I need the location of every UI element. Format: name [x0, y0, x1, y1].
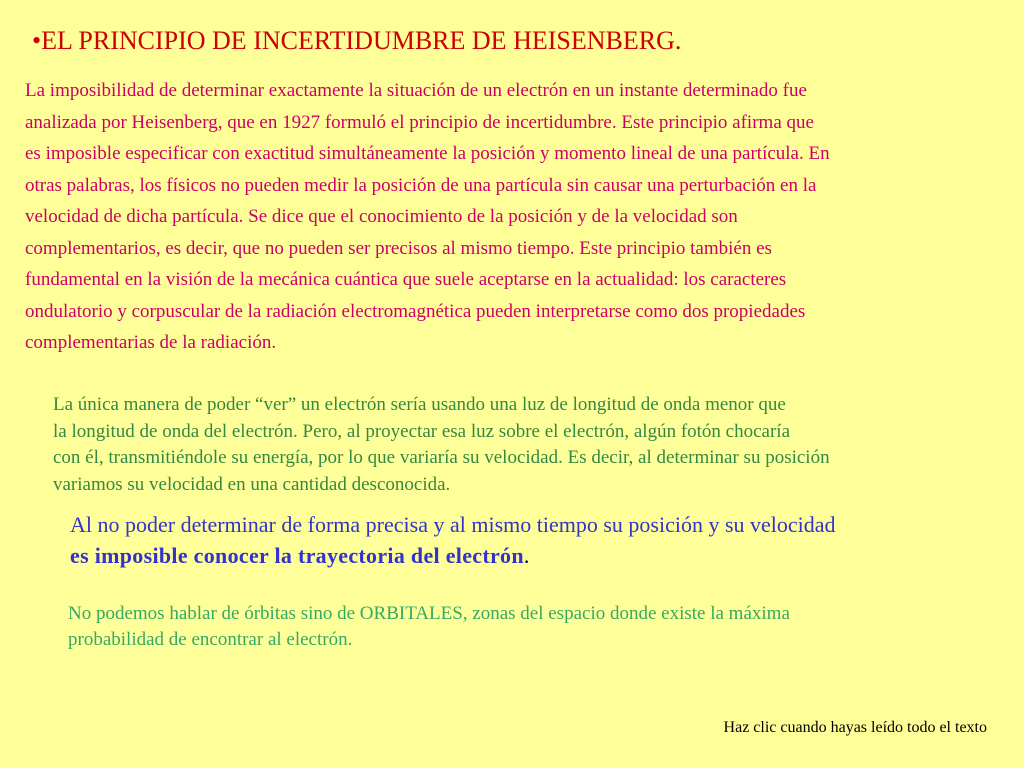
- text-line: la longitud de onda del electrón. Pero, al proyectar esa luz sobre el electrón, algún fotón chocaría: [53, 420, 791, 442]
- continue-click-prompt[interactable]: Haz clic cuando hayas leído todo el texto: [723, 719, 987, 736]
- paragraph-orbitals: [68, 603, 790, 655]
- text-line: No podemos hablar de órbitas sino de ORBITALES, zonas del espacio donde existe la máxima: [68, 603, 790, 624]
- text-line: complementarios, es decir, que no pueden ser precisos al mismo tiempo. Este principio también es: [25, 237, 772, 259]
- paragraph-heisenberg-principle: [25, 80, 1015, 364]
- text-line: con él, transmitiéndole su energía, por lo que variaría su velocidad. Es decir, al determinar su posición: [53, 447, 830, 468]
- text-line: analizada por Heisenberg, que en 1927 formuló el principio de incertidumbre. Este principio afirma que: [25, 111, 814, 133]
- paragraph-seeing-electron: [53, 394, 830, 500]
- text-line: variamos su velocidad en una cantidad desconocida.: [53, 473, 451, 495]
- text-line: fundamental en la visión de la mecánica cuántica que suele aceptarse en la actualidad: los caracteres: [25, 269, 787, 290]
- text-line: La imposibilidad de determinar exactamente la situación de un electrón en un instante determinado fue: [25, 80, 807, 101]
- text-line: velocidad de dicha partícula. Se dice que el conocimiento de la posición y de la velocidad son: [25, 206, 738, 227]
- period: .: [523, 543, 530, 568]
- bold-conclusion: es imposible conocer la trayectoria del electrón: [70, 543, 524, 568]
- text-line-emphasis: [70, 543, 836, 574]
- paragraph-trajectory-conclusion: [70, 512, 836, 574]
- text-line: La única manera de poder “ver” un electrón sería usando una luz de longitud de onda menor que: [53, 394, 786, 415]
- text-line: complementarias de la radiación.: [25, 332, 277, 353]
- text-line: ondulatorio y corpuscular de la radiación electromagnética pueden interpretarse como dos propiedades: [25, 300, 806, 322]
- slide-title: •EL PRINCIPIO DE INCERTIDUMBRE DE HEISENBERG.: [32, 26, 682, 55]
- text-line: probabilidad de encontrar al electrón.: [68, 629, 353, 650]
- text-line: otras palabras, los físicos no pueden medir la posición de una partícula sin causar una perturbación en la: [25, 174, 817, 196]
- text-line: Al no poder determinar de forma precisa y al mismo tiempo su posición y su velocidad: [70, 512, 836, 537]
- text-line: es imposible especificar con exactitud simultáneamente la posición y momento lineal de una partícula. En: [25, 143, 830, 164]
